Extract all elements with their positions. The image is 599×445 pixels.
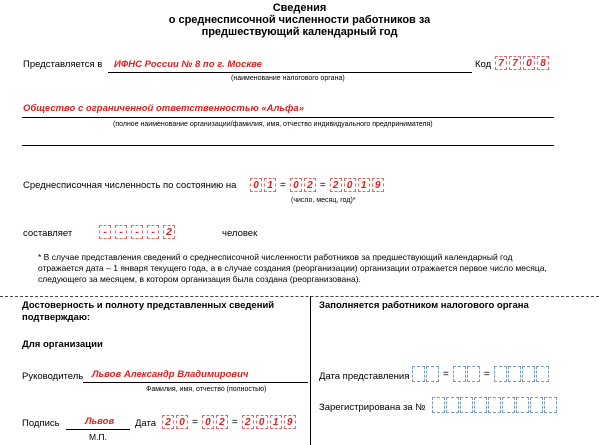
headcount-label: Среднесписочная численность по состоянию на <box>23 180 237 191</box>
sign-date-digit[interactable]: 2 <box>162 415 174 429</box>
date-separator: = <box>231 416 238 428</box>
date-day-digit[interactable]: 1 <box>264 178 276 192</box>
document-title <box>0 2 599 38</box>
submission-date-cell[interactable] <box>426 366 439 382</box>
registered-label: Зарегистрирована за № <box>319 402 426 413</box>
date-caption: (число, месяц, год)* <box>291 197 356 204</box>
title-line-3: предшествующий календарный год <box>201 26 398 38</box>
submission-date-cell[interactable] <box>494 366 507 382</box>
head-value[interactable]: Львов Александр Владимирович <box>92 369 249 380</box>
code-digit[interactable]: 8 <box>537 56 549 70</box>
code-digit[interactable]: 7 <box>509 56 521 70</box>
code-digit[interactable]: 7 <box>495 56 507 70</box>
sign-date-cells[interactable] <box>162 415 298 429</box>
tax-officer-heading: Заполняется работником налогового органа <box>319 300 529 311</box>
sign-date-digit[interactable]: 9 <box>284 415 296 429</box>
sign-date-digit[interactable]: 1 <box>270 415 282 429</box>
footnote <box>38 252 547 285</box>
registration-number-cell[interactable] <box>460 397 473 413</box>
submitted-label: Представляется в <box>23 59 103 70</box>
date-separator: = <box>483 368 490 380</box>
section-divider <box>0 296 599 297</box>
sign-date-digit[interactable]: 0 <box>202 415 214 429</box>
confirm-heading <box>22 300 274 324</box>
sign-date-digit[interactable]: 0 <box>176 415 188 429</box>
registration-number-cell[interactable] <box>432 397 445 413</box>
date-year-digit[interactable]: 1 <box>358 178 370 192</box>
sign-date-digit[interactable]: 2 <box>216 415 228 429</box>
amount-cells[interactable] <box>99 225 177 239</box>
amount-label: составляет <box>23 228 73 239</box>
registration-number-cell[interactable] <box>530 397 543 413</box>
footnote-line-2: отражается дата – 1 января текущего года, а в случае создания (реорганизации) организации отражается первое число месяца, <box>38 263 547 273</box>
organization-value[interactable]: Общество с ограниченной ответственностью «Альфа» <box>23 103 305 114</box>
date-month-digit[interactable]: 2 <box>304 178 316 192</box>
title-line-2: о среднесписочной численности работников за <box>168 14 431 26</box>
date-separator: = <box>192 416 198 428</box>
date-year-digit[interactable]: 9 <box>372 178 384 192</box>
organization-underline <box>22 117 554 118</box>
amount-digit[interactable]: - <box>147 225 159 239</box>
stamp-label: М.П. <box>89 432 107 442</box>
confirm-heading-line-2: подтверждаю: <box>22 312 91 323</box>
amount-digit[interactable]: - <box>131 225 143 239</box>
registration-number-cell[interactable] <box>516 397 529 413</box>
date-year-digit[interactable]: 0 <box>344 178 356 192</box>
registration-number-cell[interactable] <box>502 397 515 413</box>
sign-date-digit[interactable]: 0 <box>256 415 268 429</box>
registration-number-cell[interactable] <box>544 397 557 413</box>
registration-number-cell[interactable] <box>474 397 487 413</box>
title-line-1: Сведения <box>272 2 327 14</box>
submission-date-cell[interactable] <box>412 366 425 382</box>
submission-date-cell[interactable] <box>536 366 549 382</box>
code-cells[interactable] <box>495 56 551 70</box>
signature-underline <box>66 429 130 430</box>
submission-date-cell[interactable] <box>508 366 521 382</box>
date-separator: = <box>319 179 326 191</box>
head-caption: Фамилия, имя, отчество (полностью) <box>146 386 267 393</box>
date-separator: = <box>280 179 286 191</box>
confirm-heading-line-1: Достоверность и полноту представленных сведений <box>22 300 275 311</box>
date-separator: = <box>443 368 449 380</box>
organization-caption: (полное наименование организации/фамилия, имя, отчество индивидуального предпринимателя) <box>113 121 433 128</box>
submission-date-cell[interactable] <box>467 366 480 382</box>
sign-date-label: Дата <box>135 418 157 429</box>
date-day-digit[interactable]: 0 <box>250 178 262 192</box>
headcount-date-cells[interactable] <box>250 178 386 192</box>
code-digit[interactable]: 0 <box>523 56 535 70</box>
amount-digit[interactable]: - <box>99 225 111 239</box>
footnote-line-1: * В случае представления сведений о среднесписочной численности работников за предшествующий календарный год <box>38 252 513 262</box>
registration-number-cells[interactable] <box>432 397 559 413</box>
organization-second-line <box>22 145 554 146</box>
for-organization-heading: Для организации <box>22 339 103 350</box>
footnote-line-3: следующего за месяцем, в котором организация была создана (реорганизована). <box>38 274 361 284</box>
amount-digit[interactable]: - <box>115 225 127 239</box>
tax-authority-value[interactable]: ИФНС России № 8 по г. Москве <box>114 59 262 70</box>
date-month-digit[interactable]: 0 <box>290 178 302 192</box>
submission-date-cells[interactable] <box>412 366 551 382</box>
registration-number-cell[interactable] <box>446 397 459 413</box>
sign-date-digit[interactable]: 2 <box>242 415 254 429</box>
signature-label: Подпись <box>22 418 60 429</box>
tax-authority-caption: (наименование налогового органа) <box>231 75 345 82</box>
head-underline <box>83 382 308 383</box>
submission-date-label: Дата представления <box>319 371 410 382</box>
submission-date-cell[interactable] <box>453 366 466 382</box>
column-divider <box>310 296 311 445</box>
submission-date-cell[interactable] <box>522 366 535 382</box>
tax-authority-underline <box>108 72 472 73</box>
code-label: Код <box>475 59 492 70</box>
date-year-digit[interactable]: 2 <box>330 178 342 192</box>
signature-value[interactable]: Львов <box>85 416 115 427</box>
registration-number-cell[interactable] <box>488 397 501 413</box>
amount-unit: человек <box>222 228 258 239</box>
amount-digit[interactable]: 2 <box>163 225 175 239</box>
head-label: Руководитель <box>22 371 84 382</box>
